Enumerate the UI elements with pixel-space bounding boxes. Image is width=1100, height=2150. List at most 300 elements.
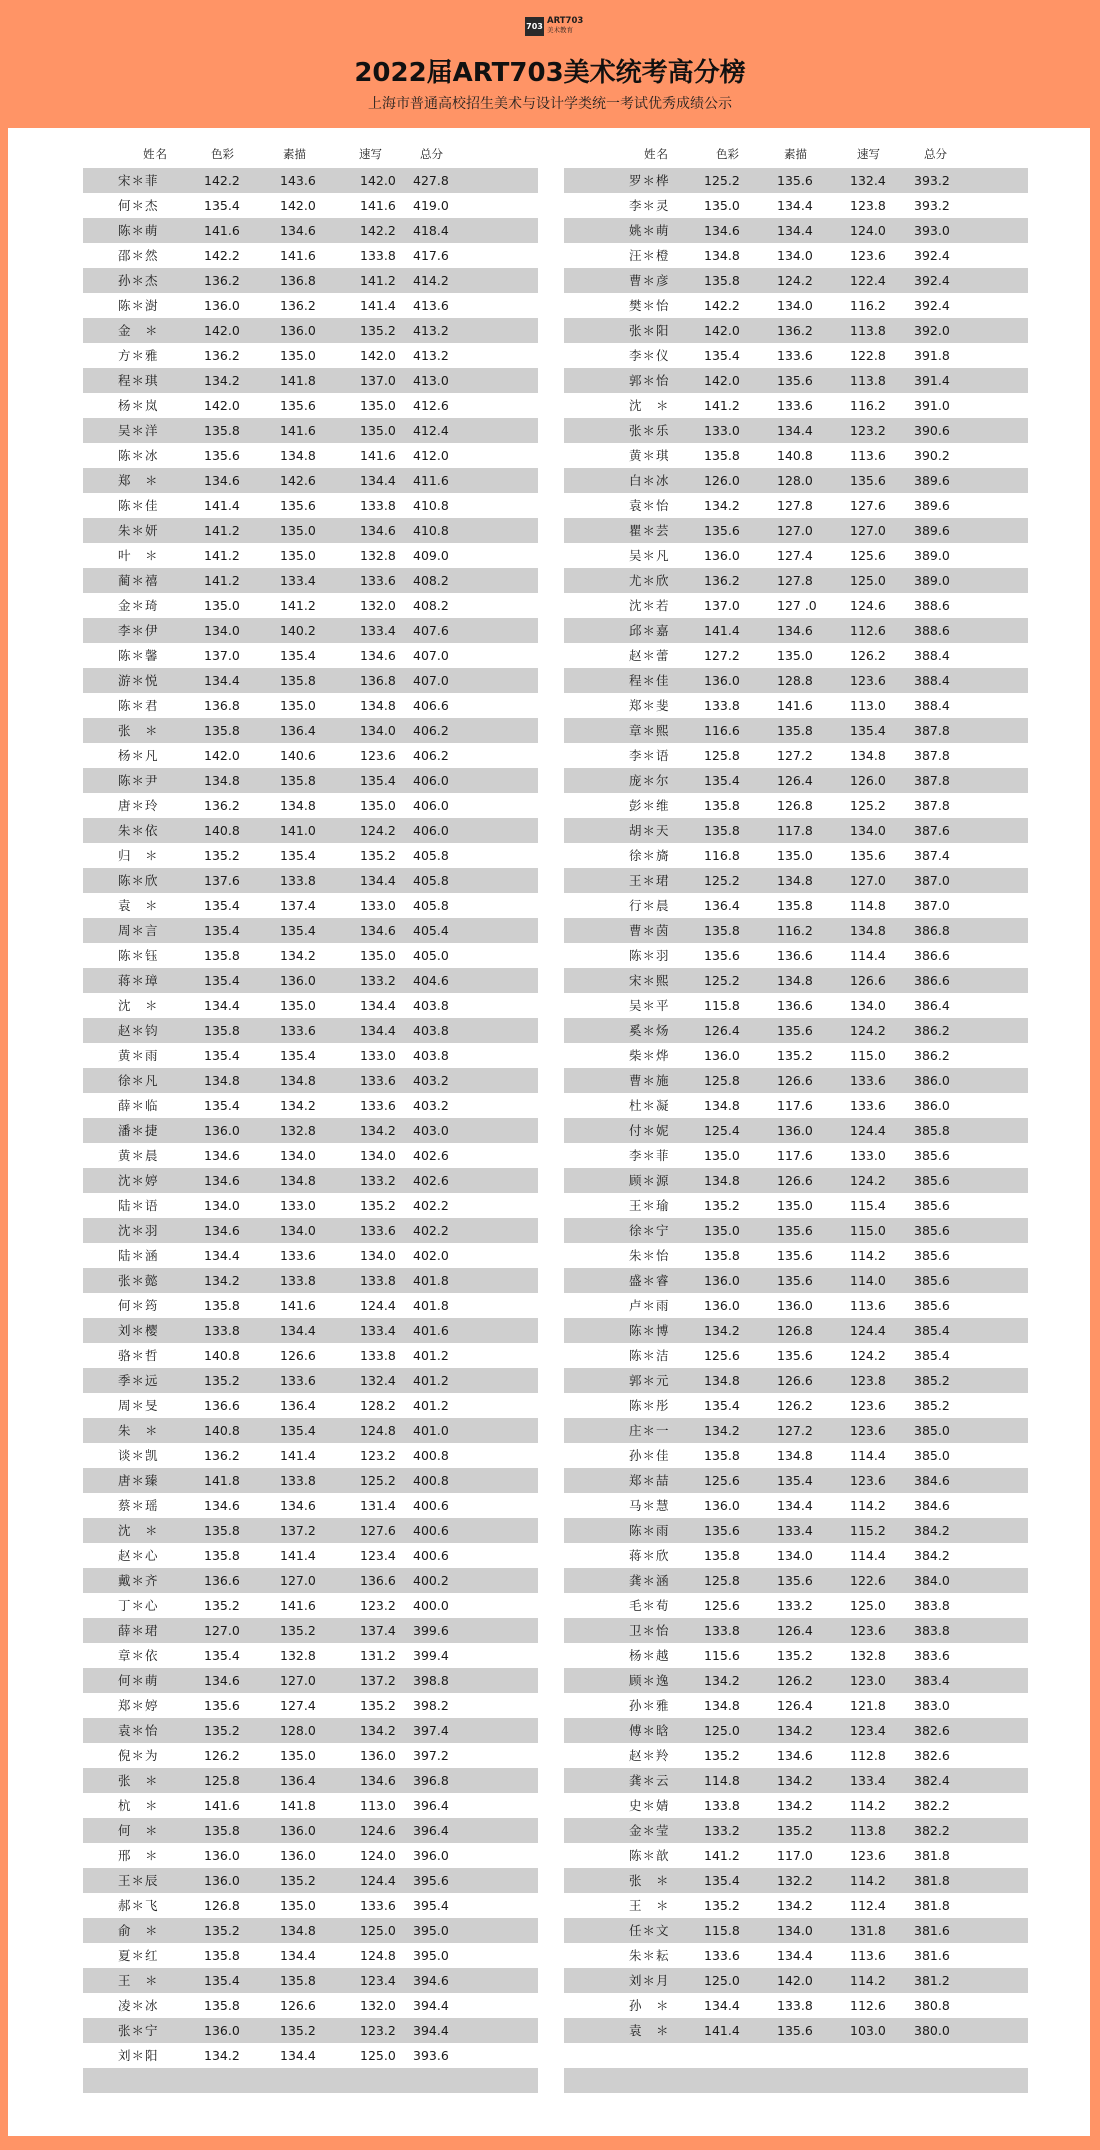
total-score: 382.6 bbox=[914, 1748, 950, 1763]
total-score: 392.0 bbox=[914, 323, 950, 338]
table-row bbox=[564, 743, 1028, 768]
student-name: 郝＊飞 bbox=[118, 1898, 159, 1913]
student-name: 宋＊菲 bbox=[118, 173, 159, 188]
table-row bbox=[564, 1368, 1028, 1393]
quick-sketch-score: 127.0 bbox=[850, 873, 886, 888]
page-subtitle: 上海市普通高校招生美术与设计学类统一考试优秀成绩公示 bbox=[368, 96, 732, 112]
total-score: 396.0 bbox=[413, 1848, 449, 1863]
total-score: 396.8 bbox=[413, 1773, 449, 1788]
total-score: 405.8 bbox=[413, 873, 449, 888]
quick-sketch-score: 113.6 bbox=[850, 1298, 886, 1313]
table-row bbox=[83, 1343, 538, 1368]
color-score: 140.8 bbox=[204, 1423, 240, 1438]
color-score: 134.8 bbox=[704, 1698, 740, 1713]
total-score: 380.0 bbox=[914, 2023, 950, 2038]
total-score: 400.8 bbox=[413, 1473, 449, 1488]
page-title: 2022届ART703美术统考高分榜 bbox=[354, 58, 746, 88]
total-score: 388.6 bbox=[914, 598, 950, 613]
score-table-left bbox=[83, 144, 538, 2093]
sketch-score: 127 .0 bbox=[777, 598, 817, 613]
quick-sketch-score: 137.0 bbox=[360, 373, 396, 388]
table-row bbox=[564, 2018, 1028, 2043]
quick-sketch-score: 126.6 bbox=[850, 973, 886, 988]
sketch-score: 137.2 bbox=[280, 1523, 316, 1538]
student-name: 骆＊哲 bbox=[118, 1348, 159, 1363]
total-score: 418.4 bbox=[413, 223, 449, 238]
table-row bbox=[564, 1068, 1028, 1093]
student-name: 陈＊佳 bbox=[118, 498, 159, 513]
total-score: 381.2 bbox=[914, 1973, 950, 1988]
table-row bbox=[83, 693, 538, 718]
color-score: 136.4 bbox=[704, 898, 740, 913]
color-score: 134.4 bbox=[704, 1998, 740, 2013]
table-row bbox=[83, 818, 538, 843]
page-header bbox=[0, 0, 1100, 128]
header-color: 色彩 bbox=[211, 147, 234, 161]
color-score: 142.2 bbox=[204, 173, 240, 188]
sketch-score: 141.8 bbox=[280, 373, 316, 388]
total-score: 413.2 bbox=[413, 348, 449, 363]
sketch-score: 117.8 bbox=[777, 823, 813, 838]
quick-sketch-score: 123.2 bbox=[850, 423, 886, 438]
total-score: 405.0 bbox=[413, 948, 449, 963]
table-row bbox=[83, 1693, 538, 1718]
table-row bbox=[564, 1143, 1028, 1168]
student-name: 张 ＊ bbox=[118, 1773, 159, 1788]
quick-sketch-score: 134.6 bbox=[360, 1773, 396, 1788]
total-score: 386.0 bbox=[914, 1073, 950, 1088]
sketch-score: 135.4 bbox=[777, 1473, 813, 1488]
table-row bbox=[83, 243, 538, 268]
sketch-score: 134.6 bbox=[777, 1748, 813, 1763]
quick-sketch-score: 133.6 bbox=[850, 1073, 886, 1088]
color-score: 142.0 bbox=[204, 398, 240, 413]
color-score: 134.2 bbox=[204, 2048, 240, 2063]
table-row bbox=[564, 1693, 1028, 1718]
sketch-score: 135.6 bbox=[777, 2023, 813, 2038]
student-name: 郑＊斐 bbox=[629, 698, 670, 713]
color-score: 140.8 bbox=[204, 1348, 240, 1363]
color-score: 127.0 bbox=[204, 1623, 240, 1638]
total-score: 427.8 bbox=[413, 173, 449, 188]
student-name: 曹＊茵 bbox=[629, 923, 670, 938]
sketch-score: 135.6 bbox=[777, 1023, 813, 1038]
table-row bbox=[83, 1493, 538, 1518]
student-name: 金＊莹 bbox=[629, 1823, 670, 1838]
sketch-score: 134.0 bbox=[777, 1923, 813, 1938]
color-score: 136.6 bbox=[204, 1573, 240, 1588]
quick-sketch-score: 136.8 bbox=[360, 673, 396, 688]
student-name: 李＊菲 bbox=[629, 1148, 670, 1163]
sketch-score: 142.0 bbox=[777, 1973, 813, 1988]
quick-sketch-score: 123.6 bbox=[360, 748, 396, 763]
quick-sketch-score: 141.6 bbox=[360, 198, 396, 213]
sketch-score: 135.2 bbox=[777, 1048, 813, 1063]
total-score: 381.8 bbox=[914, 1898, 950, 1913]
table-row bbox=[83, 943, 538, 968]
sketch-score: 140.2 bbox=[280, 623, 316, 638]
sketch-score: 126.6 bbox=[280, 1348, 316, 1363]
table-row bbox=[564, 568, 1028, 593]
student-name: 陈＊君 bbox=[118, 698, 159, 713]
sketch-score: 141.6 bbox=[280, 1298, 316, 1313]
sketch-score: 135.6 bbox=[777, 1573, 813, 1588]
quick-sketch-score: 121.8 bbox=[850, 1698, 886, 1713]
student-name: 孙＊佳 bbox=[629, 1448, 670, 1463]
color-score: 135.8 bbox=[204, 1298, 240, 1313]
color-score: 133.8 bbox=[704, 1623, 740, 1638]
sketch-score: 134.2 bbox=[777, 1773, 813, 1788]
student-name: 黄＊琪 bbox=[629, 448, 670, 463]
table-row bbox=[564, 1318, 1028, 1343]
table-row bbox=[564, 1818, 1028, 1843]
quick-sketch-score: 134.8 bbox=[850, 923, 886, 938]
student-name: 何＊筠 bbox=[118, 1298, 159, 1313]
sketch-score: 126.4 bbox=[777, 773, 813, 788]
sketch-score: 135.2 bbox=[280, 2023, 316, 2038]
total-score: 385.8 bbox=[914, 1123, 950, 1138]
total-score: 382.2 bbox=[914, 1798, 950, 1813]
color-score: 136.0 bbox=[204, 1123, 240, 1138]
total-score: 401.8 bbox=[413, 1298, 449, 1313]
quick-sketch-score: 126.0 bbox=[850, 773, 886, 788]
student-name: 龚＊涵 bbox=[629, 1573, 670, 1588]
table-row bbox=[83, 1443, 538, 1468]
table-row bbox=[564, 1193, 1028, 1218]
student-name: 周＊言 bbox=[118, 923, 159, 938]
total-score: 386.8 bbox=[914, 923, 950, 938]
sketch-score: 135.6 bbox=[777, 1248, 813, 1263]
table-row bbox=[564, 343, 1028, 368]
quick-sketch-score: 112.6 bbox=[850, 1998, 886, 2013]
total-score: 401.2 bbox=[413, 1398, 449, 1413]
student-name: 张 ＊ bbox=[629, 1873, 670, 1888]
table-row bbox=[83, 1218, 538, 1243]
total-score: 409.0 bbox=[413, 548, 449, 563]
table-row bbox=[83, 1843, 538, 1868]
color-score: 135.8 bbox=[704, 1248, 740, 1263]
total-score: 404.6 bbox=[413, 973, 449, 988]
sketch-score: 141.0 bbox=[280, 823, 316, 838]
total-score: 405.8 bbox=[413, 898, 449, 913]
student-name: 袁 ＊ bbox=[118, 898, 159, 913]
table-row bbox=[564, 993, 1028, 1018]
student-name: 唐＊玲 bbox=[118, 798, 159, 813]
total-score: 403.2 bbox=[413, 1098, 449, 1113]
quick-sketch-score: 132.0 bbox=[360, 1998, 396, 2013]
student-name: 夏＊红 bbox=[118, 1948, 159, 1963]
sketch-score: 136.6 bbox=[777, 948, 813, 963]
quick-sketch-score: 115.2 bbox=[850, 1523, 886, 1538]
color-score: 134.8 bbox=[704, 248, 740, 263]
quick-sketch-score: 133.6 bbox=[360, 1223, 396, 1238]
quick-sketch-score: 135.4 bbox=[360, 773, 396, 788]
color-score: 135.0 bbox=[704, 1148, 740, 1163]
sketch-score: 135.0 bbox=[280, 1748, 316, 1763]
total-score: 385.6 bbox=[914, 1248, 950, 1263]
student-name: 沈＊婷 bbox=[118, 1173, 159, 1188]
color-score: 135.6 bbox=[704, 1523, 740, 1538]
color-score: 140.8 bbox=[204, 823, 240, 838]
quick-sketch-score: 135.6 bbox=[850, 473, 886, 488]
quick-sketch-score: 134.0 bbox=[360, 1248, 396, 1263]
sketch-score: 134.8 bbox=[280, 1073, 316, 1088]
student-name: 邵＊然 bbox=[118, 248, 159, 263]
total-score: 390.6 bbox=[914, 423, 950, 438]
student-name: 郑 ＊ bbox=[118, 473, 159, 488]
student-name: 谈＊凯 bbox=[118, 1448, 159, 1463]
quick-sketch-score: 114.2 bbox=[850, 1873, 886, 1888]
student-name: 陈＊歆 bbox=[629, 1848, 670, 1863]
student-name: 章＊熙 bbox=[629, 723, 670, 738]
total-score: 383.6 bbox=[914, 1648, 950, 1663]
quick-sketch-score: 134.2 bbox=[360, 1123, 396, 1138]
color-score: 135.8 bbox=[704, 448, 740, 463]
sketch-score: 135.8 bbox=[280, 673, 316, 688]
sketch-score: 136.8 bbox=[280, 273, 316, 288]
sketch-score: 126.2 bbox=[777, 1398, 813, 1413]
quick-sketch-score: 131.8 bbox=[850, 1923, 886, 1938]
quick-sketch-score: 137.4 bbox=[360, 1623, 396, 1638]
total-score: 401.0 bbox=[413, 1423, 449, 1438]
student-name: 潘＊捷 bbox=[118, 1123, 159, 1138]
score-table-right bbox=[564, 144, 1028, 2093]
total-score: 401.6 bbox=[413, 1323, 449, 1338]
total-score: 402.6 bbox=[413, 1173, 449, 1188]
sketch-score: 134.6 bbox=[280, 1498, 316, 1513]
quick-sketch-score: 123.2 bbox=[360, 1448, 396, 1463]
total-score: 405.8 bbox=[413, 848, 449, 863]
total-score: 403.8 bbox=[413, 998, 449, 1013]
table-row bbox=[83, 1943, 538, 1968]
student-name: 陈＊博 bbox=[629, 1323, 670, 1338]
color-score: 135.2 bbox=[204, 1723, 240, 1738]
sketch-score: 126.2 bbox=[777, 1673, 813, 1688]
quick-sketch-score: 127.0 bbox=[850, 523, 886, 538]
color-score: 135.8 bbox=[704, 923, 740, 938]
color-score: 125.6 bbox=[704, 1348, 740, 1363]
quick-sketch-score: 123.8 bbox=[850, 198, 886, 213]
color-score: 134.8 bbox=[704, 1098, 740, 1113]
student-name: 杜＊凝 bbox=[629, 1098, 670, 1113]
sketch-score: 134.4 bbox=[777, 1498, 813, 1513]
student-name: 程＊佳 bbox=[629, 673, 670, 688]
color-score: 135.8 bbox=[204, 423, 240, 438]
table-row bbox=[564, 1468, 1028, 1493]
table-row bbox=[83, 193, 538, 218]
sketch-score: 134.4 bbox=[777, 423, 813, 438]
quick-sketch-score: 124.2 bbox=[850, 1173, 886, 1188]
sketch-score: 128.8 bbox=[777, 673, 813, 688]
color-score: 135.4 bbox=[204, 1973, 240, 1988]
table-row bbox=[83, 793, 538, 818]
quick-sketch-score: 123.4 bbox=[360, 1548, 396, 1563]
student-name: 姚＊萌 bbox=[629, 223, 670, 238]
sketch-score: 133.6 bbox=[280, 1248, 316, 1263]
table-row bbox=[564, 1718, 1028, 1743]
table-row bbox=[83, 393, 538, 418]
total-score: 394.6 bbox=[413, 1973, 449, 1988]
table-row bbox=[83, 218, 538, 243]
quick-sketch-score: 124.0 bbox=[360, 1848, 396, 1863]
table-row bbox=[564, 1268, 1028, 1293]
sketch-score: 134.8 bbox=[777, 973, 813, 988]
color-score: 125.4 bbox=[704, 1123, 740, 1138]
total-score: 387.8 bbox=[914, 773, 950, 788]
total-score: 388.4 bbox=[914, 698, 950, 713]
total-score: 400.6 bbox=[413, 1498, 449, 1513]
table-row bbox=[564, 1618, 1028, 1643]
color-score: 125.2 bbox=[704, 973, 740, 988]
sketch-score: 126.6 bbox=[777, 1073, 813, 1088]
table-row bbox=[83, 668, 538, 693]
header-quick-sketch: 速写 bbox=[857, 147, 880, 161]
color-score: 136.6 bbox=[204, 1398, 240, 1413]
table-row bbox=[83, 1893, 538, 1918]
student-name: 白＊冰 bbox=[629, 473, 670, 488]
table-row bbox=[83, 343, 538, 368]
table-row bbox=[83, 293, 538, 318]
sketch-score: 127.2 bbox=[777, 748, 813, 763]
sketch-score: 141.4 bbox=[280, 1548, 316, 1563]
quick-sketch-score: 133.4 bbox=[850, 1773, 886, 1788]
quick-sketch-score: 135.4 bbox=[850, 723, 886, 738]
quick-sketch-score: 125.2 bbox=[850, 798, 886, 813]
sketch-score: 132.8 bbox=[280, 1648, 316, 1663]
quick-sketch-score: 123.2 bbox=[360, 1598, 396, 1613]
total-score: 419.0 bbox=[413, 198, 449, 213]
student-name: 戴＊齐 bbox=[118, 1573, 159, 1588]
color-score: 126.0 bbox=[704, 473, 740, 488]
color-score: 125.0 bbox=[704, 1723, 740, 1738]
table-row bbox=[564, 893, 1028, 918]
total-score: 385.0 bbox=[914, 1423, 950, 1438]
quick-sketch-score: 124.6 bbox=[360, 1823, 396, 1838]
sketch-score: 134.4 bbox=[280, 2048, 316, 2063]
quick-sketch-score: 112.8 bbox=[850, 1748, 886, 1763]
quick-sketch-score: 135.2 bbox=[360, 1698, 396, 1713]
sketch-score: 143.6 bbox=[280, 173, 316, 188]
total-score: 407.0 bbox=[413, 648, 449, 663]
sketch-score: 126.4 bbox=[777, 1623, 813, 1638]
quick-sketch-score: 131.2 bbox=[360, 1648, 396, 1663]
sketch-score: 141.6 bbox=[280, 1598, 316, 1613]
quick-sketch-score: 116.2 bbox=[850, 298, 886, 313]
total-score: 387.8 bbox=[914, 748, 950, 763]
quick-sketch-score: 142.0 bbox=[360, 348, 396, 363]
table-row bbox=[564, 418, 1028, 443]
quick-sketch-score: 133.6 bbox=[360, 1073, 396, 1088]
sketch-score: 133.2 bbox=[777, 1598, 813, 1613]
quick-sketch-score: 124.4 bbox=[850, 1323, 886, 1338]
table-row bbox=[83, 1193, 538, 1218]
quick-sketch-score: 132.0 bbox=[360, 598, 396, 613]
quick-sketch-score: 123.6 bbox=[850, 248, 886, 263]
color-score: 137.6 bbox=[204, 873, 240, 888]
color-score: 141.2 bbox=[704, 1848, 740, 1863]
table-row bbox=[83, 1093, 538, 1118]
quick-sketch-score: 132.4 bbox=[850, 173, 886, 188]
student-name: 吴＊平 bbox=[629, 998, 670, 1013]
table-row bbox=[83, 1118, 538, 1143]
quick-sketch-score: 135.2 bbox=[360, 323, 396, 338]
student-name: 王＊辰 bbox=[118, 1873, 159, 1888]
sketch-score: 132.8 bbox=[280, 1123, 316, 1138]
total-score: 392.4 bbox=[914, 248, 950, 263]
student-name: 宋＊熙 bbox=[629, 973, 670, 988]
quick-sketch-score: 123.4 bbox=[850, 1723, 886, 1738]
quick-sketch-score: 114.2 bbox=[850, 1973, 886, 1988]
color-score: 136.0 bbox=[704, 1298, 740, 1313]
quick-sketch-score: 141.2 bbox=[360, 273, 396, 288]
sketch-score: 136.0 bbox=[280, 323, 316, 338]
table-row bbox=[564, 1743, 1028, 1768]
student-name: 王＊瑜 bbox=[629, 1198, 670, 1213]
empty-row bbox=[83, 2068, 538, 2093]
header-total: 总分 bbox=[924, 147, 947, 161]
sketch-score: 134.2 bbox=[280, 1098, 316, 1113]
sketch-score: 136.0 bbox=[280, 1823, 316, 1838]
student-name: 薛＊临 bbox=[118, 1098, 159, 1113]
quick-sketch-score: 136.6 bbox=[360, 1573, 396, 1588]
student-name: 唐＊臻 bbox=[118, 1473, 159, 1488]
color-score: 135.4 bbox=[204, 898, 240, 913]
total-score: 400.8 bbox=[413, 1448, 449, 1463]
table-row bbox=[83, 1868, 538, 1893]
table-row bbox=[564, 1493, 1028, 1518]
sketch-score: 135.2 bbox=[777, 1648, 813, 1663]
total-score: 382.4 bbox=[914, 1773, 950, 1788]
student-name: 陆＊涵 bbox=[118, 1248, 159, 1263]
total-score: 397.2 bbox=[413, 1748, 449, 1763]
total-score: 400.2 bbox=[413, 1573, 449, 1588]
student-name: 杨＊越 bbox=[629, 1648, 670, 1663]
table-row bbox=[564, 1518, 1028, 1543]
total-score: 407.6 bbox=[413, 623, 449, 638]
table-row bbox=[83, 468, 538, 493]
table-row bbox=[564, 1643, 1028, 1668]
total-score: 413.0 bbox=[413, 373, 449, 388]
sketch-score: 141.2 bbox=[280, 598, 316, 613]
color-score: 116.8 bbox=[704, 848, 740, 863]
sketch-score: 117.0 bbox=[777, 1848, 813, 1863]
table-row bbox=[564, 818, 1028, 843]
color-score: 136.0 bbox=[204, 2023, 240, 2038]
table-row bbox=[83, 1068, 538, 1093]
table-row bbox=[83, 1468, 538, 1493]
student-name: 刘＊阳 bbox=[118, 2048, 159, 2063]
table-row bbox=[564, 193, 1028, 218]
table-row bbox=[564, 643, 1028, 668]
sketch-score: 140.6 bbox=[280, 748, 316, 763]
student-name: 庞＊尔 bbox=[629, 773, 670, 788]
table-row bbox=[83, 893, 538, 918]
color-score: 135.8 bbox=[204, 1523, 240, 1538]
student-name: 吴＊凡 bbox=[629, 548, 670, 563]
quick-sketch-score: 128.2 bbox=[360, 1398, 396, 1413]
total-score: 393.6 bbox=[413, 2048, 449, 2063]
student-name: 蒋＊璋 bbox=[118, 973, 159, 988]
quick-sketch-score: 135.0 bbox=[360, 423, 396, 438]
sketch-score: 135.6 bbox=[777, 1348, 813, 1363]
total-score: 412.0 bbox=[413, 448, 449, 463]
color-score: 135.8 bbox=[704, 823, 740, 838]
sketch-score: 134.2 bbox=[777, 1798, 813, 1813]
total-score: 388.6 bbox=[914, 623, 950, 638]
table-row bbox=[564, 1593, 1028, 1618]
quick-sketch-score: 124.8 bbox=[360, 1948, 396, 1963]
total-score: 386.6 bbox=[914, 948, 950, 963]
